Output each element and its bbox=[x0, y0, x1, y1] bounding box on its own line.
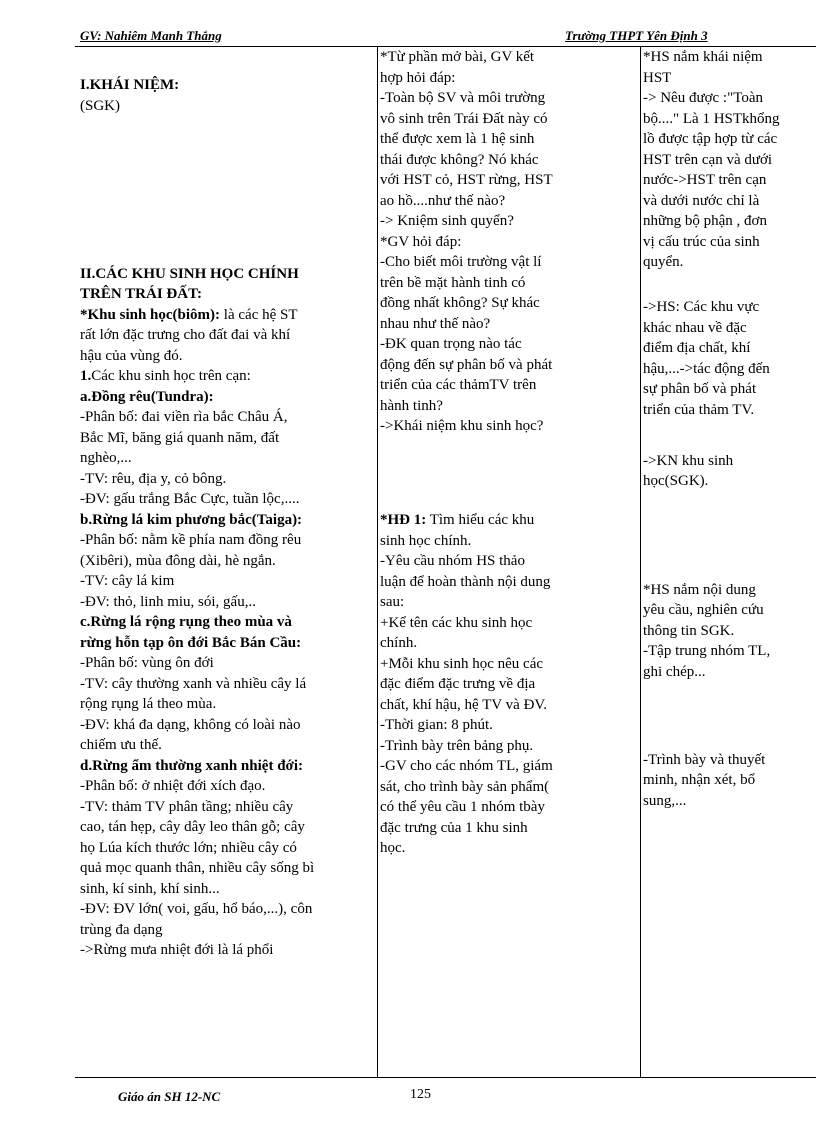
text-line: nhau như thế nào? bbox=[380, 315, 491, 332]
text-line: thái được không? Nó khác bbox=[380, 151, 539, 168]
text-line: họ Lúa kích thước lớn; nhiều cây có bbox=[80, 839, 297, 856]
text-line: -Phân bố: nằm kề phía nam đồng rêu bbox=[80, 532, 302, 548]
text-line: quyển. bbox=[643, 254, 684, 270]
text-line: bộ...." Là 1 HSTkhổng bbox=[643, 110, 780, 127]
text-line: đồng nhất không? Sự khác bbox=[380, 295, 540, 311]
subheading-tropical-forest: d.Rừng ẩm thường xanh nhiệt đới: bbox=[80, 757, 304, 774]
footer-title: Giáo án SH 12-NC bbox=[118, 1089, 221, 1104]
text-line: 1.Các khu sinh học trên cạn: bbox=[80, 368, 251, 384]
text-line: -ĐV: ĐV lớn( voi, gấu, hổ báo,...), côn bbox=[80, 901, 313, 917]
text-line: sự phân bố và phát bbox=[643, 381, 757, 397]
text-line: -Phân bố: vùng ôn đới bbox=[80, 655, 214, 671]
text-line: ->HS: Các khu vực bbox=[643, 299, 760, 315]
text-line: +Mỗi khu sinh học nêu các bbox=[380, 655, 544, 672]
text-line: minh, nhận xét, bổ bbox=[643, 772, 756, 788]
text-line: nghèo,... bbox=[80, 450, 132, 466]
text-line: hậu,...->tác động đến bbox=[643, 360, 770, 377]
text-line: chính. bbox=[380, 635, 418, 651]
text-line: ->KN khu sinh bbox=[643, 452, 734, 469]
text-line: +Kể tên các khu sinh học bbox=[380, 614, 533, 631]
text-line: hậu của vùng đó. bbox=[80, 347, 183, 364]
text-line: đặc trưng của 1 khu sinh bbox=[380, 819, 528, 836]
text-line: vô sinh trên Trái Đất này có bbox=[380, 110, 548, 127]
text-line: có thể yêu cầu 1 nhóm tbày bbox=[380, 799, 545, 815]
text-line: (SGK) bbox=[80, 97, 120, 114]
text-line: *Khu sinh học(biôm): là các hệ ST bbox=[80, 306, 298, 323]
text-line: động đến sự phân bố và phát bbox=[380, 356, 553, 373]
text-line: -ĐV: khá đa dạng, không có loài nào bbox=[80, 716, 301, 733]
text-line: -ĐK quan trọng nào tác bbox=[380, 336, 522, 352]
text-line: -Thời gian: 8 phút. bbox=[380, 717, 493, 733]
text-line: -Trình bày và thuyết bbox=[643, 751, 766, 768]
text-line: -> Nêu được :"Toàn bbox=[643, 90, 763, 106]
text-line: sinh học chính. bbox=[380, 532, 472, 549]
text-line: vị cấu trúc của sinh bbox=[643, 233, 760, 250]
text-line: sung,... bbox=[643, 792, 687, 809]
text-line: điểm địa chất, khí bbox=[643, 340, 751, 356]
subheading-tundra: a.Đồng rêu(Tundra): bbox=[80, 388, 214, 405]
text-line: rộng rụng lá theo mùa. bbox=[80, 696, 217, 712]
text-line: chiếm ưu thế. bbox=[80, 737, 162, 753]
text-line: -ĐV: gấu trắng Bắc Cực, tuần lộc,.... bbox=[80, 491, 300, 507]
text-line: thể được xem là 1 hệ sinh bbox=[380, 131, 535, 147]
text-line: Bắc Mĩ, băng giá quanh năm, đất bbox=[80, 429, 280, 446]
table-bottom-border bbox=[75, 1077, 816, 1078]
text-line: -Phân bố: ở nhiệt đới xích đạo. bbox=[80, 778, 266, 794]
text-line: ghi chép... bbox=[643, 663, 706, 680]
text-line: nước->HST trên cạn bbox=[643, 172, 767, 188]
text-line: hành tinh? bbox=[380, 397, 443, 414]
text-line: *HS nắm nội dung bbox=[643, 581, 756, 598]
section-heading-biomes-cont: TRÊN TRÁI ĐẤT: bbox=[80, 286, 202, 302]
text-line: *Từ phần mở bài, GV kết bbox=[380, 49, 535, 65]
text-line: -> Kniệm sinh quyển? bbox=[380, 213, 514, 229]
text-line: khác nhau về đặc bbox=[643, 319, 747, 336]
text-line: trùng đa dạng bbox=[80, 921, 163, 938]
header-school: Trường THPT Yên Định 3 bbox=[565, 28, 708, 43]
text-line: sau: bbox=[380, 594, 405, 610]
content-column bbox=[80, 75, 376, 961]
text-line: HST trên cạn và dưới bbox=[643, 151, 773, 168]
text-line: và dưới nước chỉ là bbox=[643, 192, 760, 209]
subheading-temperate-forest-cont: rừng hỗn tạp ôn đới Bắc Bán Cầu: bbox=[80, 634, 302, 651]
header-teacher: GV: Nahiêm Manh Thắng bbox=[80, 28, 222, 43]
text-line: *HS nắm khái niệm bbox=[643, 49, 763, 65]
text-line: -TV: rêu, địa y, cỏ bông. bbox=[80, 470, 227, 487]
text-line: cao, tán hẹp, cây dây leo thân gỗ; cây bbox=[80, 819, 305, 835]
subheading-temperate-forest: c.Rừng lá rộng rụng theo mùa và bbox=[80, 614, 292, 630]
text-line: trên bề mặt hành tinh có bbox=[380, 274, 526, 291]
text-line: rất lớn đặc trưng cho đất đai và khí bbox=[80, 327, 291, 343]
subheading-taiga: b.Rừng lá kim phương bắc(Taiga): bbox=[80, 511, 303, 528]
text-line: đặc điểm đặc trưng về địa bbox=[380, 676, 536, 692]
text-line: hợp hỏi đáp: bbox=[380, 69, 456, 86]
text-line: luận để hoàn thành nội dung bbox=[380, 573, 551, 590]
text-line: sát, cho trình bày sản phẩm( bbox=[380, 778, 550, 795]
teacher-activity-column bbox=[380, 47, 638, 859]
text-line: quả mọc quanh thân, nhiều cây sống bì bbox=[80, 860, 315, 876]
text-line: -ĐV: thỏ, linh miu, sói, gấu,.. bbox=[80, 593, 256, 610]
column-divider-1 bbox=[377, 46, 378, 1077]
text-line: ao hồ....như thế nào? bbox=[380, 192, 506, 209]
section-heading-concept: I.KHÁI NIỆM: bbox=[80, 77, 180, 93]
text-line: -Trình bày trên bảng phụ. bbox=[380, 737, 534, 754]
text-line: triển của các thảmTV trên bbox=[380, 377, 537, 393]
text-line: lồ được tập hợp từ các bbox=[643, 131, 778, 147]
text-line: với HST cỏ, HST rừng, HST bbox=[380, 172, 553, 188]
text-line: -Cho biết môi trường vật lí bbox=[380, 254, 542, 270]
text-line: học(SGK). bbox=[643, 473, 709, 489]
text-line: triển của thảm TV. bbox=[643, 401, 755, 418]
text-line: -GV cho các nhóm TL, giám bbox=[380, 758, 553, 774]
text-line: -TV: thảm TV phân tầng; nhiều cây bbox=[80, 798, 294, 815]
text-line: -Tập trung nhóm TL, bbox=[643, 643, 771, 659]
activity-heading: *HĐ 1: Tìm hiểu các khu bbox=[380, 512, 535, 528]
student-activity-column bbox=[643, 47, 816, 811]
text-line: ->Khái niệm khu sinh học? bbox=[380, 418, 544, 434]
text-line: những bộ phận , đơn bbox=[643, 213, 767, 229]
column-divider-2 bbox=[640, 46, 641, 1077]
text-line: chất, khí hậu, hệ TV và ĐV. bbox=[380, 696, 548, 713]
text-line: *GV hỏi đáp: bbox=[380, 233, 462, 250]
page-number: 125 bbox=[410, 1087, 431, 1102]
text-line: -Yêu cầu nhóm HS thảo bbox=[380, 553, 525, 569]
text-line: -Phân bố: đai viền rìa bắc Châu Á, bbox=[80, 409, 288, 425]
text-line: sinh, kí sinh, khí sinh... bbox=[80, 880, 220, 897]
text-line: thông tin SGK. bbox=[643, 622, 735, 639]
text-line: (Xibêri), mùa đông dài, hè ngắn. bbox=[80, 552, 276, 569]
section-heading-biomes: II.CÁC KHU SINH HỌC CHÍNH bbox=[80, 265, 299, 282]
text-line: yêu cầu, nghiên cứu bbox=[643, 602, 764, 618]
text-line: -TV: cây lá kim bbox=[80, 573, 175, 589]
text-line: -Toàn bộ SV và môi trường bbox=[380, 90, 546, 106]
text-line: -TV: cây thường xanh và nhiều cây lá bbox=[80, 675, 307, 692]
text-line: học. bbox=[380, 840, 406, 856]
text-line: ->Rừng mưa nhiệt đới là lá phổi bbox=[80, 942, 274, 958]
text-line: HST bbox=[643, 69, 672, 86]
